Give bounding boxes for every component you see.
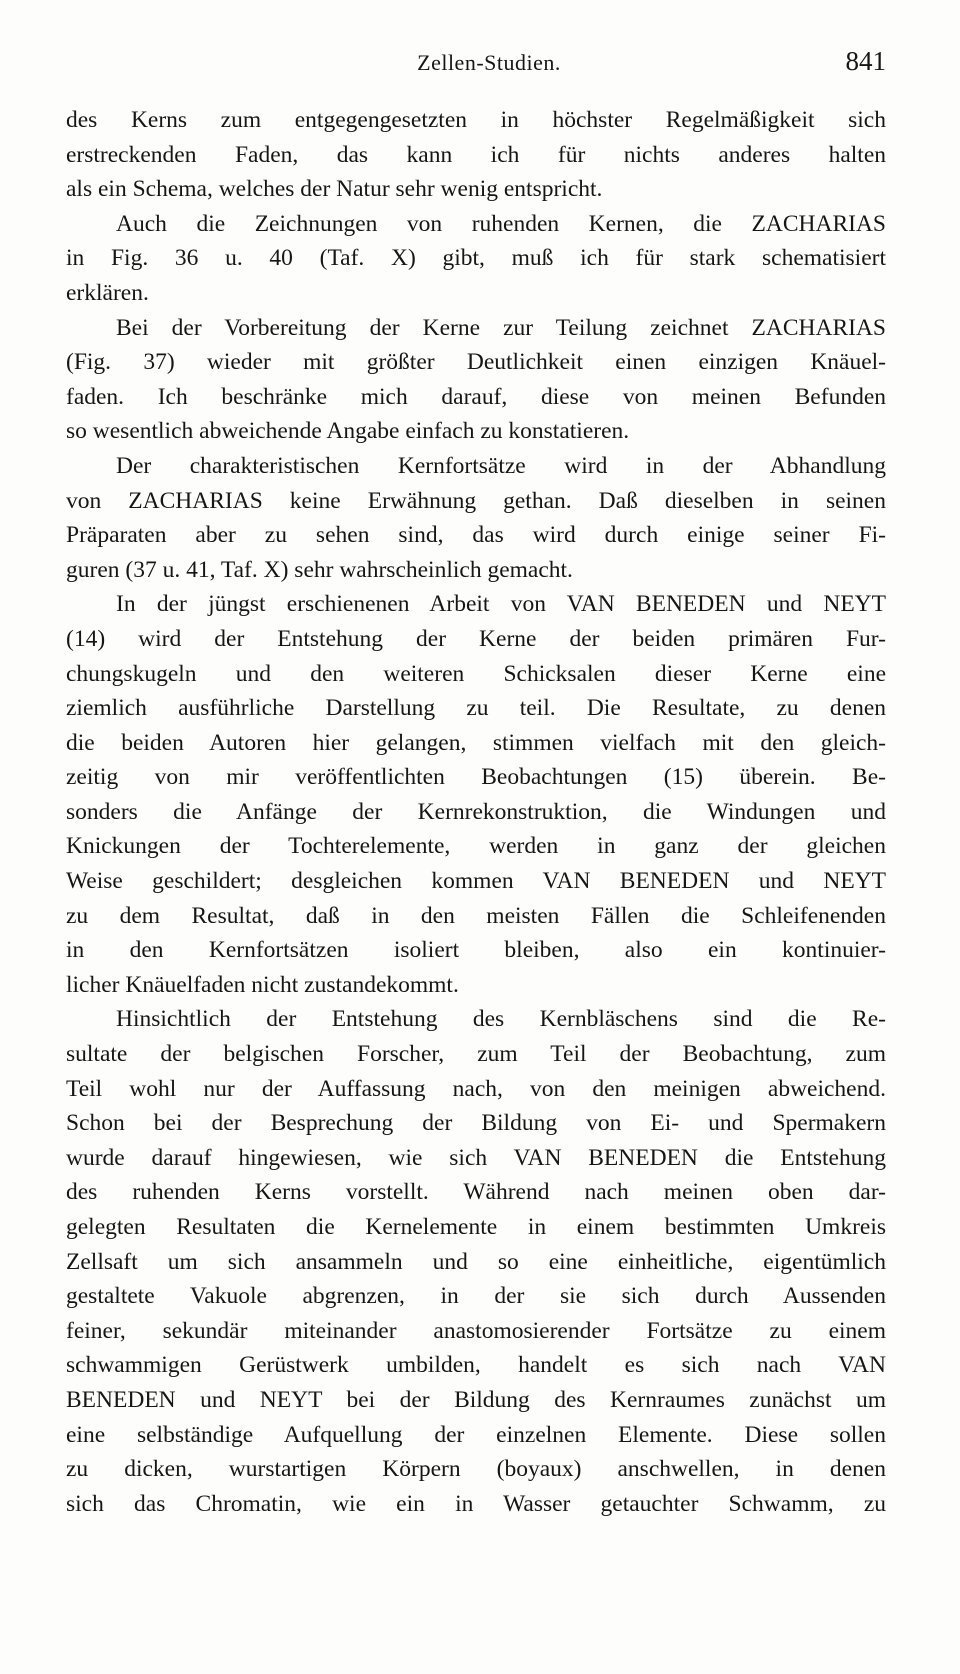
text-line: gestaltete Vakuole abgrenzen, in der sie sich durch Aussenden bbox=[66, 1283, 886, 1310]
text-line: erklären. bbox=[66, 279, 149, 306]
text-line: feiner, sekundär miteinander anastomosierender Fortsätze zu einem bbox=[66, 1317, 886, 1344]
body-text bbox=[66, 103, 886, 1521]
text-line: ziemlich ausführliche Darstellung zu teil. Die Resultate, zu denen bbox=[66, 695, 886, 722]
text-line: guren (37 u. 41, Taf. X) sehr wahrscheinlich gemacht. bbox=[66, 556, 573, 583]
text-line: zu dicken, wurstartigen Körpern (boyaux) anschwellen, in denen bbox=[66, 1456, 886, 1483]
text-line: eine selbständige Aufquellung der einzelnen Elemente. Diese sollen bbox=[66, 1421, 886, 1448]
text-line: Zellsaft um sich ansammeln und so eine einheitliche, eigentümlich bbox=[66, 1248, 886, 1275]
text-line: die beiden Autoren hier gelangen, stimmen vielfach mit den gleich- bbox=[66, 729, 886, 756]
text-line: von ZACHARIAS keine Erwähnung gethan. Daß dieselben in seinen bbox=[66, 487, 886, 514]
text-line: des Kerns zum entgegengesetzten in höchster Regelmäßigkeit sich bbox=[66, 107, 886, 133]
text-line: Bei der Vorbereitung der Kerne zur Teilung zeichnet ZACHARIAS bbox=[116, 314, 886, 341]
text-line: Hinsichtlich der Entstehung des Kernbläschens sind die Re- bbox=[116, 1006, 886, 1033]
text-line: faden. Ich beschränke mich darauf, diese von meinen Befunden bbox=[66, 383, 886, 410]
text-line: Der charakteristischen Kernfortsätze wird in der Abhandlung bbox=[116, 452, 886, 479]
text-line: licher Knäuelfaden nicht zustandekommt. bbox=[66, 971, 459, 998]
running-header bbox=[66, 46, 886, 80]
text-line: In der jüngst erschienenen Arbeit von VAN BENEDEN und NEYT bbox=[116, 591, 886, 618]
text-line: des ruhenden Kerns vorstellt. Während nach meinen oben dar- bbox=[66, 1179, 886, 1206]
text-line: wurde darauf hingewiesen, wie sich VAN BENEDEN die Entstehung bbox=[66, 1144, 886, 1171]
text-line: (14) wird der Entstehung der Kerne der beiden primären Fur- bbox=[66, 625, 886, 652]
text-line: sultate der belgischen Forscher, zum Teil der Beobachtung, zum bbox=[66, 1041, 886, 1068]
text-line: Weise geschildert; desgleichen kommen VAN BENEDEN und NEYT bbox=[66, 868, 886, 895]
text-line: Präparaten aber zu sehen sind, das wird durch einige seiner Fi- bbox=[66, 522, 886, 549]
text-line: zu dem Resultat, daß in den meisten Fällen die Schleifenenden bbox=[66, 902, 886, 929]
text-line: BENEDEN und NEYT bei der Bildung des Kernraumes zunächst um bbox=[66, 1386, 886, 1413]
text-line: chungskugeln und den weiteren Schicksalen dieser Kerne eine bbox=[66, 660, 886, 687]
text-line: sich das Chromatin, wie ein in Wasser getauchter Schwamm, zu bbox=[66, 1490, 886, 1517]
text-line: Auch die Zeichnungen von ruhenden Kernen, die ZACHARIAS bbox=[116, 210, 886, 237]
text-line: (Fig. 37) wieder mit größter Deutlichkeit einen einzigen Knäuel- bbox=[66, 349, 886, 376]
text-line: gelegten Resultaten die Kernelemente in einem bestimmten Umkreis bbox=[66, 1214, 886, 1240]
page-number: 841 bbox=[845, 46, 886, 76]
text-line: Teil wohl nur der Auffassung nach, von den meinigen abweichend. bbox=[66, 1075, 886, 1102]
text-line: erstreckenden Faden, das kann ich für nichts anderes halten bbox=[66, 141, 886, 168]
text-line: zeitig von mir veröffentlichten Beobachtungen (15) überein. Be- bbox=[66, 764, 886, 791]
text-line: in Fig. 36 u. 40 (Taf. X) gibt, muß ich für stark schematisiert bbox=[66, 245, 886, 272]
text-line: so wesentlich abweichende Angabe einfach zu konstatieren. bbox=[66, 418, 630, 445]
text-line: Schon bei der Besprechung der Bildung von Ei- und Spermakern bbox=[66, 1110, 886, 1137]
running-title: Zellen-Studien. bbox=[417, 50, 561, 75]
text-line: Knickungen der Tochterelemente, werden in ganz der gleichen bbox=[66, 833, 886, 860]
text-line: schwammigen Gerüstwerk umbilden, handelt es sich nach VAN bbox=[66, 1352, 886, 1379]
text-line: als ein Schema, welches der Natur sehr wenig entspricht. bbox=[66, 176, 603, 203]
text-line: sonders die Anfänge der Kernrekonstruktion, die Windungen und bbox=[66, 798, 886, 825]
text-line: in den Kernfortsätzen isoliert bleiben, also ein kontinuier- bbox=[66, 937, 886, 964]
